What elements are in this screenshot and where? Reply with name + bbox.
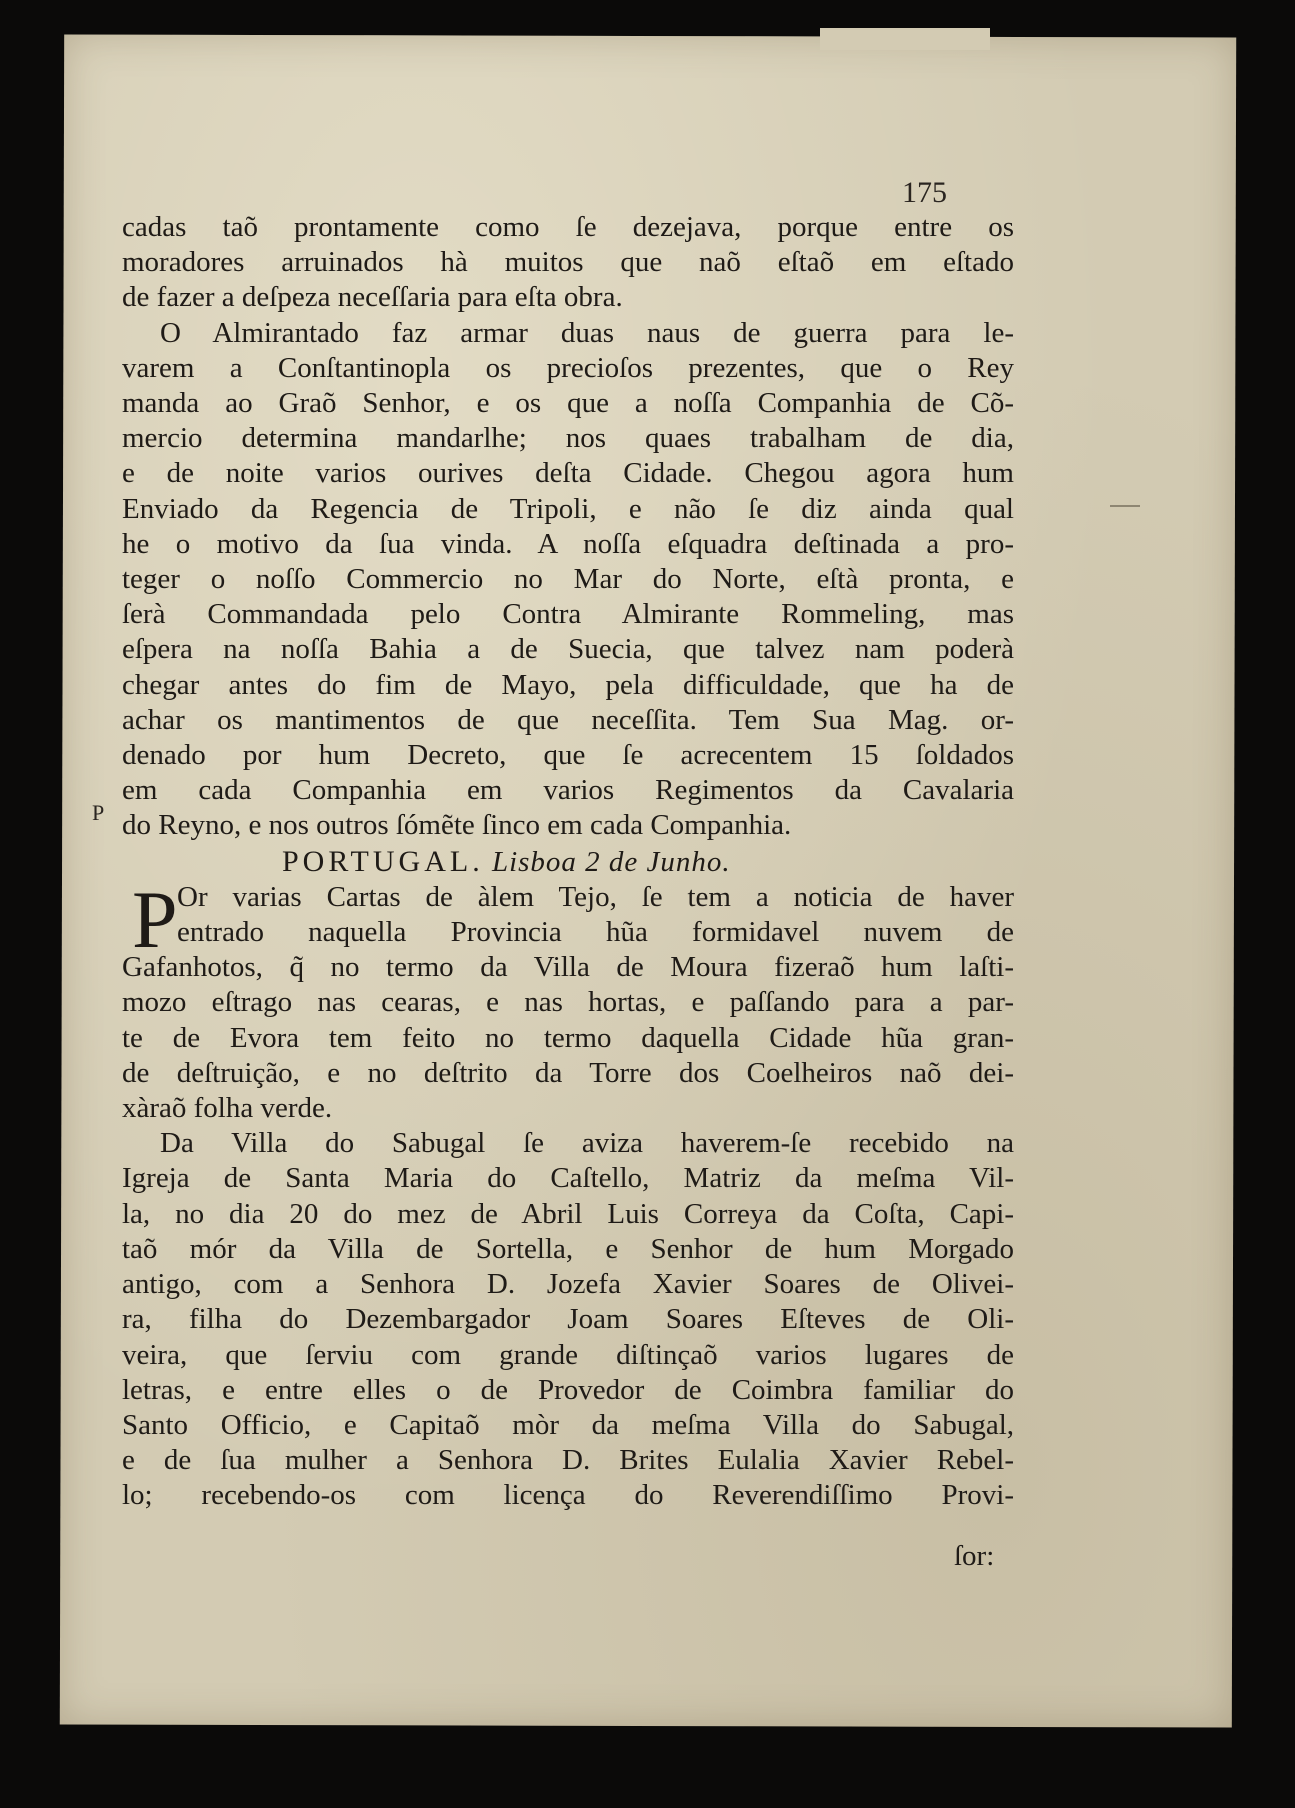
catchword: ſor:: [954, 1540, 995, 1572]
text-line: lo; recebendo-os com licença do Reverendiſſimo Provi-: [122, 1479, 1014, 1512]
text-line: Or varias Cartas de àlem Tejo, ſe tem a noticia de haver: [177, 880, 1014, 913]
text-line: Igreja de Santa Maria do Caſtello, Matriz da meſma Vil-: [122, 1162, 1014, 1195]
text-line: la, no dia 20 do mez de Abril Luis Correya da Coſta, Capi-: [122, 1197, 1014, 1230]
text-line: entrado naquella Provincia hũa formidavel nuvem de: [177, 916, 1014, 949]
page-number: 175: [902, 176, 947, 209]
text-line: achar os mantimentos de que neceſſita. Tem Sua Mag. or-: [122, 703, 1014, 736]
dateline-heading: [122, 844, 1014, 880]
text-line: he o motivo da ſua vinda. A noſſa eſquadra deſtinada a pro-: [122, 527, 1014, 560]
text-line: chegar antes do fim de Mayo, pela difficuldade, que ha de: [122, 668, 1014, 701]
paper-fold: [820, 28, 990, 50]
text-line: cadas taõ prontamente como ſe dezejava, porque entre os: [122, 211, 1014, 243]
text-line: eſpera na noſſa Bahia a de Suecia, que talvez nam poderà: [122, 633, 1014, 666]
section-2: [122, 873, 1014, 1514]
text-line: veira, que ſerviu com grande diſtinçaõ varios lugares de: [122, 1338, 1014, 1371]
text-line: letras, e entre elles o de Provedor de Coimbra familiar do: [122, 1373, 1014, 1406]
text-line: ſerà Commandada pelo Contra Almirante Rommeling, mas: [122, 598, 1014, 631]
text-line: ra, filha do Dezembargador Joam Soares Eſteves de Oli-: [122, 1303, 1014, 1336]
text-line: varem a Conſtantinopla os precioſos prezentes, que o Rey: [122, 351, 1014, 384]
section-1: [122, 210, 1014, 844]
text-line: em cada Companhia em varios Regimentos da Cavalaria: [122, 774, 1014, 807]
dateline-date: Lisboa 2 de Junho.: [491, 845, 731, 878]
drop-cap: P: [132, 873, 178, 965]
text-line: mercio determina mandarlhe; nos quaes trabalham de dia,: [122, 422, 1014, 455]
text-line: mozo eſtrago nas cearas, e nas hortas, e paſſando para a par-: [122, 986, 1014, 1019]
text-line: moradores arruinados hà muitos que naõ eſtaõ em eſtado: [122, 246, 1014, 279]
text-line: taõ mór da Villa de Sortella, e Senhor de hum Morgado: [122, 1232, 1014, 1265]
text-line: Enviado da Regencia de Tripoli, e não ſe diz ainda qual: [122, 492, 1014, 525]
text-line: e de ſua mulher a Senhora D. Brites Eulalia Xavier Rebel-: [122, 1444, 1014, 1477]
text-line: antigo, com a Senhora D. Jozefa Xavier Soares de Olivei-: [122, 1268, 1014, 1301]
text-line: O Almirantado faz armar duas naus de guerra para le-: [160, 316, 1014, 349]
text-line: denado por hum Decreto, que ſe acrecentem 15 ſoldados: [122, 739, 1014, 772]
document-text: [122, 210, 1014, 1514]
text-line: do Reyno, e nos outros ſómẽte ſinco em cada Companhia.: [122, 809, 792, 842]
text-line: de fazer a deſpeza neceſſaria para eſta obra.: [122, 281, 623, 314]
margin-mark: P: [92, 800, 105, 825]
text-line: Da Villa do Sabugal ſe aviza haverem-ſe recebido na: [160, 1127, 1014, 1160]
text-line: Gafanhotos, q̃ no termo da Villa de Moura fizeraõ hum laſti-: [122, 951, 1014, 984]
text-line: de deſtruição, e no deſtrito da Torre dos Coelheiros naõ dei-: [122, 1056, 1014, 1089]
text-line: xàraõ folha verde.: [122, 1092, 333, 1125]
text-line: e de noite varios ourives deſta Cidade. Chegou agora hum: [122, 457, 1014, 490]
text-line: Santo Officio, e Capitaõ mòr da meſma Villa do Sabugal,: [122, 1408, 1014, 1441]
text-line: manda ao Graõ Senhor, e os que a noſſa Companhia de Cõ-: [122, 387, 1014, 420]
margin-dash: [1110, 505, 1140, 507]
dateline-place: PORTUGAL.: [282, 844, 484, 878]
text-line: te de Evora tem feito no termo daquella Cidade hũa gran-: [122, 1021, 1014, 1054]
text-line: teger o noſſo Commercio no Mar do Norte, eſtà pronta, e: [122, 563, 1014, 596]
